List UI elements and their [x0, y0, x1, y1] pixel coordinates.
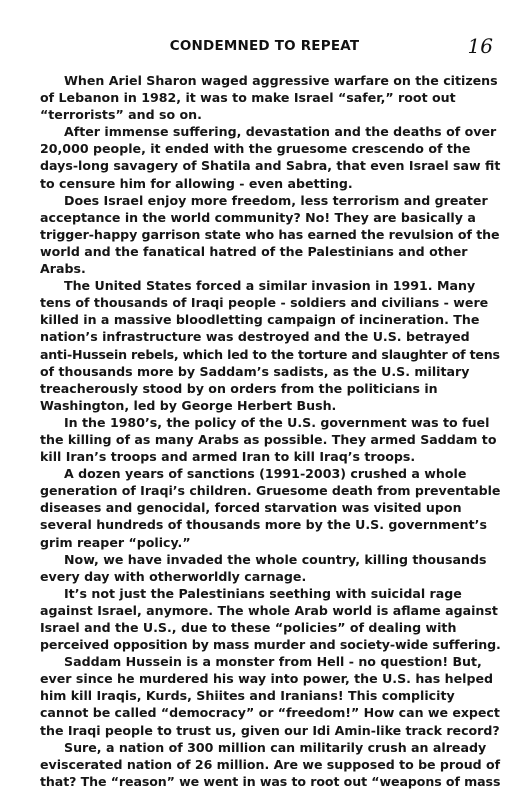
text-line: grim reaper “policy.”	[40, 534, 191, 550]
text-line: world and the fanatical hatred of the Palestinians and other	[40, 243, 468, 259]
text-line: Now, we have invaded the whole country, killing thousands	[64, 551, 487, 567]
text-line: eviscerated nation of 26 million. Are we supposed to be proud of	[40, 756, 501, 772]
text-line: ever since he murdered his way into power, the U.S. has helped	[40, 671, 494, 687]
text-line: killed in a massive bloodletting campaign of incineration. The	[40, 312, 480, 328]
text-line: When Ariel Sharon waged aggressive warfare on the citizens	[64, 73, 498, 88]
text-line: trigger-happy garrison state who has earned the revulsion of the	[40, 226, 500, 242]
text-line: Arabs.	[40, 261, 86, 277]
text-line: Israel and the U.S., due to these “policies” of dealing with	[40, 620, 457, 635]
text-line: several hundreds of thousands more by the U.S. government’s	[40, 517, 487, 533]
text-line: It’s not just the Palestinians seething with suicidal rage	[64, 585, 462, 601]
text-line: Saddam Hussein is a monster from Hell - no question! But,	[64, 654, 482, 670]
text-line: After immense suffering, devastation and the deaths of over	[64, 124, 497, 140]
text-line: The United States forced a similar invasion in 1991. Many	[64, 278, 476, 294]
text-line: acceptance in the world community? No! They are basically a	[40, 209, 476, 225]
text-line: the killing of as many Arabs as possible. They armed Saddam to	[40, 431, 497, 447]
page-number: 16	[467, 34, 493, 58]
text-line: days-long savagery of Shatila and Sabra, that even Israel saw fit	[40, 158, 501, 174]
page-title: CONDEMNED TO REPEAT	[169, 38, 360, 54]
text-line: 20,000 people, it ended with the gruesome crescendo of the	[40, 141, 471, 157]
text-line: kill Iran’s troops and armed Iran to kill Iraq’s troops.	[40, 449, 416, 465]
text-line: to censure him for allowing - even abetting.	[40, 175, 353, 191]
text-line: diseases and genocidal, forced starvation was visited upon	[40, 500, 462, 516]
text-line: that? The “reason” we went in was to root out “weapons of mass	[40, 773, 501, 789]
text-line: generation of Iraqi’s children. Gruesome death from preventable	[40, 483, 501, 499]
body-text	[40, 72, 500, 790]
text-line: Does Israel enjoy more freedom, less terrorism and greater	[64, 192, 488, 208]
text-line: cannot be called “democracy” or “freedom!” How can we expect	[40, 705, 500, 721]
text-line: treacherously stood by on orders from the politicians in	[40, 380, 438, 396]
text-line: Sure, a nation of 300 million can militarily crush an already	[64, 739, 487, 755]
text-line: of Lebanon in 1982, it was to make Israel “safer,” root out	[40, 90, 456, 106]
text-line: of thousands more by Saddam’s sadists, as the U.S. military	[40, 363, 470, 379]
text-line: “terrorists” and so on.	[40, 107, 202, 123]
text-line: nation’s infrastructure was destroyed and the U.S. betrayed	[40, 329, 470, 345]
text-line: perceived opposition by mass murder and society-wide suffering.	[40, 637, 501, 653]
text-line: anti-Hussein rebels, which led to the torture and slaughter of tens	[40, 346, 500, 362]
text-line: A dozen years of sanctions (1991-2003) crushed a whole	[64, 466, 467, 482]
text-line: tens of thousands of Iraqi people - soldiers and civilians - were	[40, 295, 489, 311]
text-line: Washington, led by George Herbert Bush.	[40, 397, 337, 413]
text-line: every day with otherworldly carnage.	[40, 568, 307, 584]
text-line: him kill Iraqis, Kurds, Shiites and Iranians! This complicity	[40, 688, 455, 704]
text-line: In the 1980’s, the policy of the U.S. government was to fuel	[64, 414, 490, 430]
text-line: against Israel, anymore. The whole Arab world is aflame against	[40, 602, 498, 618]
text-line: the Iraqi people to trust us, given our Idi Amin-like track record?	[40, 722, 500, 738]
page-header	[0, 34, 529, 60]
